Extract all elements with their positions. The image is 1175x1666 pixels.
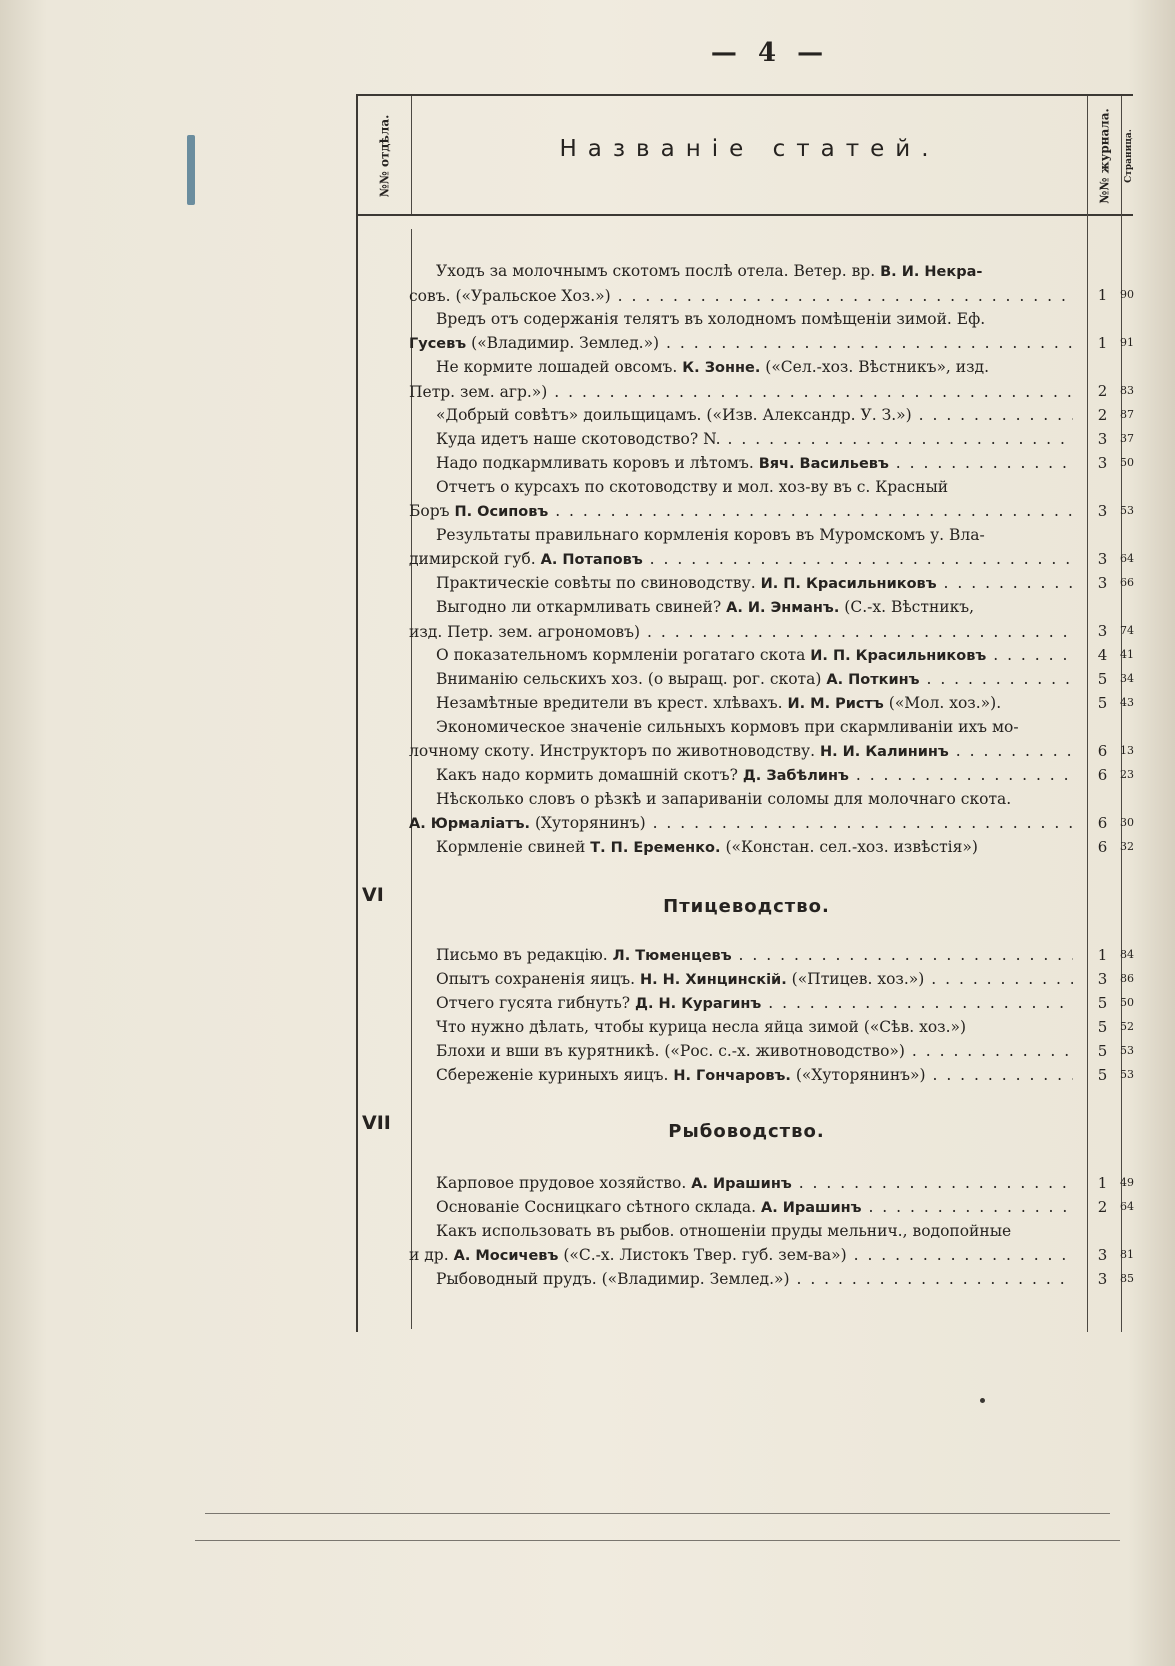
entry: Письмо въ редакцію. Л. Тюменцевъ . . . (409, 943, 1073, 968)
header-section-number: №№ отдѣла. (377, 114, 392, 198)
page-ref: 50 (1120, 996, 1134, 1009)
journal-number: 1 (1097, 334, 1108, 352)
entry: Рыбоводный прудъ. («Владимир. Землед.») . . . (409, 1267, 1073, 1291)
bottom-rule (205, 1513, 1110, 1514)
page-ref: 52 (1120, 1020, 1134, 1033)
page-ref: 49 (1120, 1176, 1134, 1189)
page-ref: 34 (1120, 672, 1134, 685)
journal-number: 3 (1097, 430, 1108, 448)
journal-number: 6 (1097, 766, 1108, 784)
entry: Вниманію сельскихъ хоз. (о выращ. рог. скота) А. Поткинъ . . . (409, 667, 1073, 692)
page-ref: 84 (1120, 948, 1134, 961)
header-article-title: Названіе статей. (559, 136, 940, 162)
page-ref: 37 (1120, 432, 1134, 445)
entry: Что нужно дѣлать, чтобы курица несла яйца зимой («Сѣв. хоз.») (436, 1018, 967, 1036)
journal-number: 5 (1097, 1018, 1108, 1036)
page-ref: 91 (1120, 336, 1134, 349)
entry: Сбереженіе куриныхъ яицъ. Н. Гончаровъ. («Хуторянинъ») . . . (409, 1063, 1073, 1088)
journal-number: 3 (1097, 454, 1108, 472)
page-ref: 74 (1120, 624, 1134, 637)
journal-number: 5 (1097, 670, 1108, 688)
entry: Не кормите лошадей овсомъ. К. Зонне. («Сел.-хоз. Вѣстникъ», изд. Петр. зем. агр.») . . . (409, 355, 1073, 404)
entry: Практическіе совѣты по свиноводству. И. П. Красильниковъ . . . (409, 571, 1073, 596)
journal-number: 3 (1097, 1246, 1108, 1264)
journal-number: 5 (1097, 1066, 1108, 1084)
page-ref: 64 (1120, 1200, 1134, 1213)
entry: Результаты правильнаго кормленія коровъ въ Муромскомъ у. Вла- димирской губ. А. Потаповъ . . . (409, 523, 1073, 572)
bottom-rule (195, 1540, 1120, 1541)
journal-number: 3 (1097, 970, 1108, 988)
entry: Опытъ сохраненія яицъ. Н. Н. Хинцинскій. («Птицев. хоз.») . . . (409, 967, 1073, 992)
journal-number: 3 (1097, 1270, 1108, 1288)
journal-number: 5 (1097, 994, 1108, 1012)
entry: Какъ надо кормить домашній скотъ? Д. Забѣлинъ . . . (409, 763, 1073, 788)
entry: О показательномъ кормленіи рогатаго скота И. П. Красильниковъ . . . (409, 643, 1073, 668)
section-number-vi: VI (362, 884, 384, 906)
entry: Экономическое значеніе сильныхъ кормовъ при скармливаніи ихъ мо- лочному скоту. Инструкторъ по животноводству. Н. И. Калининъ . . . (409, 715, 1073, 764)
entry: Карповое прудовое хозяйство. А. Ирашинъ . . . (409, 1171, 1073, 1196)
page-ref: 86 (1120, 972, 1134, 985)
journal-number: 5 (1097, 694, 1108, 712)
page-ref: 53 (1120, 1044, 1134, 1057)
journal-number: 5 (1097, 1042, 1108, 1060)
journal-number: 3 (1097, 550, 1108, 568)
journal-number: 6 (1097, 838, 1108, 856)
journal-number: 1 (1097, 946, 1108, 964)
section-number-vii: VII (362, 1112, 391, 1134)
journal-number: 2 (1097, 382, 1108, 400)
journal-number: 3 (1097, 574, 1108, 592)
entry: Кормленіе свиней Т. П. Еременко. («Констан. сел.-хоз. извѣстія») (436, 838, 978, 856)
journal-number: 3 (1097, 502, 1108, 520)
entry: Отчего гусята гибнуть? Д. Н. Курагинъ . . . (409, 991, 1073, 1016)
page-ref: 53 (1120, 504, 1134, 517)
page-ref: 66 (1120, 576, 1134, 589)
journal-number: 2 (1097, 406, 1108, 424)
ink-dot (980, 1398, 985, 1403)
entry: Уходъ за молочнымъ скотомъ послѣ отела. Ветер. вр. В. И. Некра- совъ. («Уральское Хоз.») . . . (409, 259, 1073, 308)
journal-number: 6 (1097, 742, 1108, 760)
page-ref: 30 (1120, 816, 1134, 829)
section-title-poultry: Птицеводство. (663, 896, 830, 917)
page-ref: 85 (1120, 1272, 1134, 1285)
page-ref: 53 (1120, 1068, 1134, 1081)
entry: Блохи и вши въ курятникѣ. («Рос. с.-х. животноводство») . . . (409, 1039, 1073, 1063)
section-title-fish: Рыбоводство. (668, 1121, 825, 1142)
entry: Куда идетъ наше скотоводство? N. . . . (409, 427, 1073, 451)
journal-number: 2 (1097, 1198, 1108, 1216)
journal-number: 3 (1097, 622, 1108, 640)
header-journal-number: №№ журнала. (1097, 108, 1112, 204)
page-ref: 43 (1120, 696, 1134, 709)
header-page: Страница. (1124, 129, 1134, 183)
page-ref: 41 (1120, 648, 1134, 661)
page-ref: 90 (1120, 288, 1134, 301)
page-ref: 81 (1120, 1248, 1134, 1261)
journal-number: 1 (1097, 286, 1108, 304)
journal-number: 4 (1097, 646, 1108, 664)
journal-number: 1 (1097, 1174, 1108, 1192)
entry: Нѣсколько словъ о рѣзкѣ и запариваніи соломы для молочнаго скота. А. Юрмаліатъ. (Хуторянинъ) . . . (409, 787, 1073, 836)
page-ref: 13 (1120, 744, 1134, 757)
page-ref: 83 (1120, 384, 1134, 397)
entry: Какъ использовать въ рыбов. отношеніи пруды мельнич., водопойные и др. А. Мосичевъ («С.-х. Листокъ Твер. губ. зем-ва») . . . (409, 1219, 1073, 1268)
entry: Основаніе Сосницкаго сѣтного склада. А. Ирашинъ . . . (409, 1195, 1073, 1220)
entry: Надо подкармливать коровъ и лѣтомъ. Вяч. Васильевъ . . . (409, 451, 1073, 476)
page-ref: 64 (1120, 552, 1134, 565)
page-number: — 4 — (710, 38, 830, 68)
entry: Незамѣтные вредители въ крест. хлѣвахъ. И. М. Ристъ («Мол. хоз.»). (436, 694, 1002, 712)
entry: Отчетъ о курсахъ по скотоводству и мол. хоз-ву въ с. Красный Боръ П. Осиповъ . . . (409, 475, 1073, 524)
entry: «Добрый совѣтъ» доильщицамъ. («Изв. Александр. У. З.») . . . (409, 403, 1073, 427)
page-ref: 87 (1120, 408, 1134, 421)
entry: Выгодно ли откармливать свиней? А. И. Энманъ. (С.-х. Вѣстникъ, изд. Петр. зем. агрономовъ) . . . (409, 595, 1073, 644)
page-ref: 50 (1120, 456, 1134, 469)
journal-number: 6 (1097, 814, 1108, 832)
page-ref: 32 (1120, 840, 1134, 853)
page-ref: 23 (1120, 768, 1134, 781)
entry: Вредъ отъ содержанія телятъ въ холодномъ помѣщеніи зимой. Еф. Гусевъ («Владимир. Землед.») . . . (409, 307, 1073, 356)
